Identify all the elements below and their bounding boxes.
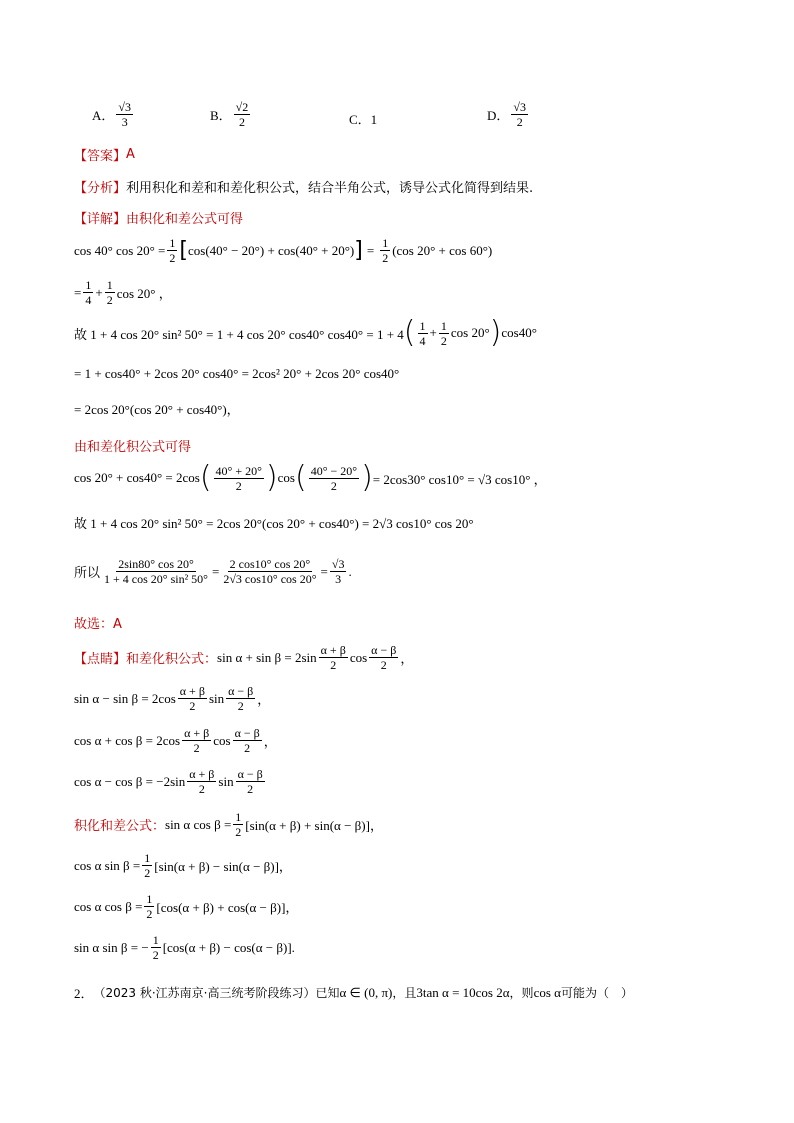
eq8-frac-2: $\frac{2 \cos 10^\circ \cos 20^\circ}{2√3 \cos 10^\circ \cos 20^\circ}$ bbox=[223, 557, 317, 586]
eq8-frac-1: $\frac{2\sin 80^\circ \cos 20^\circ}{\text{1 + 4 cos 20° sin² 50°}}$ bbox=[104, 557, 208, 586]
f2-frac-2: $\frac{\alpha - \beta}{2}$ bbox=[228, 684, 254, 713]
paren-open-2: ( bbox=[199, 460, 212, 495]
eq2-plus: + bbox=[95, 284, 103, 300]
g3-lhs: cos α cos β = bbox=[74, 898, 143, 914]
g2-frac: $\frac{1}{2}$ bbox=[144, 851, 151, 880]
sum-intro bbox=[74, 436, 191, 455]
eq-line-5 bbox=[74, 399, 240, 418]
half-fraction-2: $\frac{1}{2}$ bbox=[382, 236, 389, 265]
eq3-inner: cos 20° bbox=[450, 325, 490, 340]
option-a-label: A． bbox=[92, 108, 115, 123]
eq2-equals: = bbox=[74, 284, 82, 300]
eq-line-7 bbox=[74, 513, 474, 532]
analysis-line bbox=[74, 177, 533, 196]
option-b-label: B． bbox=[210, 108, 232, 123]
tip-line-4 bbox=[74, 767, 267, 796]
tip-line-7 bbox=[74, 892, 298, 921]
f1-tail: ， bbox=[400, 651, 414, 666]
detail-tag: 【详解】 bbox=[74, 212, 127, 227]
answer-value: A bbox=[126, 147, 135, 162]
choose-text: 故选：A bbox=[74, 617, 122, 632]
option-c-label: C．1 bbox=[349, 112, 378, 127]
f2-tail: ， bbox=[257, 692, 271, 707]
detail-text: 由积化和差公式可得 bbox=[126, 212, 244, 227]
g2-lhs: cos α sin β = bbox=[74, 857, 141, 873]
eq6-cos: cos bbox=[277, 470, 295, 485]
paren-close: ) bbox=[489, 315, 502, 350]
option-d bbox=[487, 100, 530, 129]
paren-open-3: ( bbox=[294, 460, 307, 495]
f4-frac-2: $\frac{\alpha - \beta}{2}$ bbox=[237, 767, 263, 796]
f2-lhs: sin α − sin β = 2cos bbox=[74, 690, 176, 706]
sum-intro-text: 由和差化积公式可得 bbox=[74, 440, 192, 455]
tip-line-5 bbox=[74, 810, 383, 839]
quarter-fraction-2: $\frac{1}{4}$ bbox=[419, 318, 426, 348]
g4-lhs: sin α sin β = − bbox=[74, 939, 149, 955]
tip-line-2 bbox=[74, 684, 270, 713]
q2-source: （2023 秋·江苏南京·高三统考阶段练习）已知 bbox=[93, 986, 340, 1000]
option-d-label: D． bbox=[487, 108, 510, 123]
g3-frac: $\frac{1}{2}$ bbox=[146, 892, 153, 921]
eq-line-1 bbox=[74, 236, 492, 265]
q2-condition-1: α ∈ (0, π) bbox=[339, 984, 393, 1000]
paren-open: ( bbox=[403, 315, 416, 350]
question-2 bbox=[74, 983, 633, 1002]
tip-line-6 bbox=[74, 851, 292, 880]
eq4-text: = 1 + cos40° + 2cos 20° cos40° = 2cos² 20° + 2cos 20° cos40° bbox=[74, 366, 400, 381]
eq1-bracket-content: cos(40° − 20°) + cos(40° + 20°) bbox=[187, 242, 355, 258]
paren-close-2: ) bbox=[265, 460, 278, 495]
eq3-lhs: 故 1 + 4 cos 20° sin² 50° = 1 + 4 cos 20° cos40° cos40° = 1 + 4 bbox=[74, 326, 404, 342]
eq7-text: 故 1 + 4 cos 20° sin² 50° = 2cos 20°(cos 20° + cos40°) = 2√3 cos10° cos 20° bbox=[74, 516, 474, 531]
analysis-text: 利用积化和差和和差化积公式，结合半角公式，诱导公式化简得到结果. bbox=[126, 181, 534, 196]
q2-condition-2: 3tan α = 10cos 2α bbox=[416, 984, 510, 1000]
q2-tail: ，则 bbox=[509, 986, 534, 1000]
choose-line bbox=[74, 613, 122, 632]
bracket-open: [ bbox=[179, 237, 188, 263]
f2-frac-1: $\frac{\alpha + \beta}{2}$ bbox=[179, 684, 205, 713]
answer-line bbox=[74, 145, 135, 164]
option-c bbox=[349, 109, 377, 128]
f1-lhs: sin α + sin β = 2sin bbox=[217, 649, 317, 665]
eq-line-4 bbox=[74, 366, 399, 382]
option-b bbox=[210, 100, 252, 129]
eq1-lhs: cos 40° cos 20° = bbox=[74, 242, 166, 258]
g3-rhs: [cos(α + β) + cos(α − β)]， bbox=[156, 900, 299, 915]
analysis-tag: 【分析】 bbox=[74, 181, 127, 196]
f1-frac-1: $\frac{\alpha + \beta}{2}$ bbox=[320, 643, 346, 672]
eq3-tail: cos40° bbox=[501, 325, 537, 340]
tip-line-1 bbox=[74, 643, 413, 672]
tip-line-8 bbox=[74, 933, 295, 962]
g1-lhs: sin α cos β = bbox=[165, 816, 232, 832]
eq2-tail: cos 20° ， bbox=[116, 286, 172, 301]
g1-frac: $\frac{1}{2}$ bbox=[235, 810, 242, 839]
eq6-frac-1: $\frac{40^\circ + 20^\circ}{2}$ bbox=[215, 463, 262, 493]
f3-tail: ， bbox=[263, 734, 277, 749]
half-fraction-3: $\frac{1}{2}$ bbox=[106, 278, 113, 307]
eq6-frac-2: $\frac{40^\circ - 20^\circ}{2}$ bbox=[310, 463, 358, 493]
f3-frac-2: $\frac{\alpha - \beta}{2}$ bbox=[234, 726, 260, 755]
option-a-fraction: $\frac{√3}{3}$ bbox=[118, 100, 131, 129]
eq-line-2 bbox=[74, 278, 172, 307]
f3-frac-1: $\frac{\alpha + \beta}{2}$ bbox=[184, 726, 210, 755]
eq6-lhs: cos 20° + cos40° = 2cos bbox=[74, 470, 200, 485]
g4-frac: $\frac{1}{2}$ bbox=[152, 933, 159, 962]
g2-rhs: [sin(α + β) − sin(α − β)]， bbox=[154, 859, 292, 874]
f4-frac-1: $\frac{\alpha + \beta}{2}$ bbox=[189, 767, 215, 796]
eq8-prefix: 所以 bbox=[74, 566, 101, 581]
quarter-fraction: $\frac{1}{4}$ bbox=[85, 278, 92, 307]
option-d-fraction: $\frac{√3}{2}$ bbox=[513, 100, 526, 129]
f4-mid: sin bbox=[218, 773, 234, 789]
bracket-close: ] bbox=[354, 237, 363, 263]
g1-rhs: [sin(α + β) + sin(α − β)]， bbox=[245, 818, 383, 833]
q2-number: 2． bbox=[74, 986, 94, 1001]
eq-line-6 bbox=[74, 460, 547, 495]
tips-title-1: 和差化积公式： bbox=[126, 652, 218, 667]
detail-line bbox=[74, 208, 243, 227]
tips-tag: 【点睛】 bbox=[74, 652, 127, 667]
eq5-text: = 2cos 20°(cos 20° + cos40°)， bbox=[74, 402, 240, 417]
eq1-equals: = bbox=[366, 242, 375, 258]
paren-close-3: ) bbox=[361, 460, 373, 495]
option-b-fraction: $\frac{√2}{2}$ bbox=[235, 100, 249, 129]
half-fraction-4: $\frac{1}{2}$ bbox=[440, 318, 447, 348]
eq8-frac-3: $\frac{√3}{3}$ bbox=[331, 557, 345, 586]
eq6-rhs: = 2cos30° cos10° = √3 cos10° ， bbox=[372, 471, 547, 487]
g4-rhs: [cos(α + β) − cos(α − β)]. bbox=[162, 939, 295, 955]
f1-frac-2: $\frac{\alpha - \beta}{2}$ bbox=[371, 643, 397, 672]
tips-title-2: 积化和差公式： bbox=[74, 819, 166, 834]
f2-mid: sin bbox=[208, 690, 225, 706]
q2-end: 可能为（ ） bbox=[560, 986, 633, 1000]
q2-cos-alpha: cos α bbox=[533, 984, 561, 1000]
eq-line-8: 所以 $\frac{2\sin 80^\circ \cos 20^\circ}{\text{1 + 4 cos 20° sin² 50°}}$ = $\frac{2 \cos 10^\circ \cos 20^\circ}{2√3 \cos 10^\circ \cos 20^\circ}$ = $\frac{√3}{3}$ . bbox=[74, 557, 352, 586]
tip-line-3 bbox=[74, 726, 277, 755]
f1-mid: cos bbox=[349, 649, 368, 665]
f3-lhs: cos α + cos β = 2cos bbox=[74, 732, 181, 748]
eq-line-3: 故 1 + 4 cos 20° sin² 50° = 1 + 4 cos 20° cos40° cos40° = 1 + 4 ( $\frac{1}{4}$ + $\frac{1}{2}$ cos 20° ) cos40° bbox=[74, 315, 537, 350]
option-a bbox=[92, 100, 135, 129]
f3-mid: cos bbox=[213, 732, 231, 748]
q2-mid: ，且 bbox=[392, 986, 417, 1000]
answer-tag: 【答案】 bbox=[74, 149, 127, 164]
f4-lhs: cos α − cos β = −2sin bbox=[74, 773, 186, 789]
half-fraction: $\frac{1}{2}$ bbox=[169, 236, 176, 265]
eq1-rhs: (cos 20° + cos 60°) bbox=[392, 242, 493, 258]
